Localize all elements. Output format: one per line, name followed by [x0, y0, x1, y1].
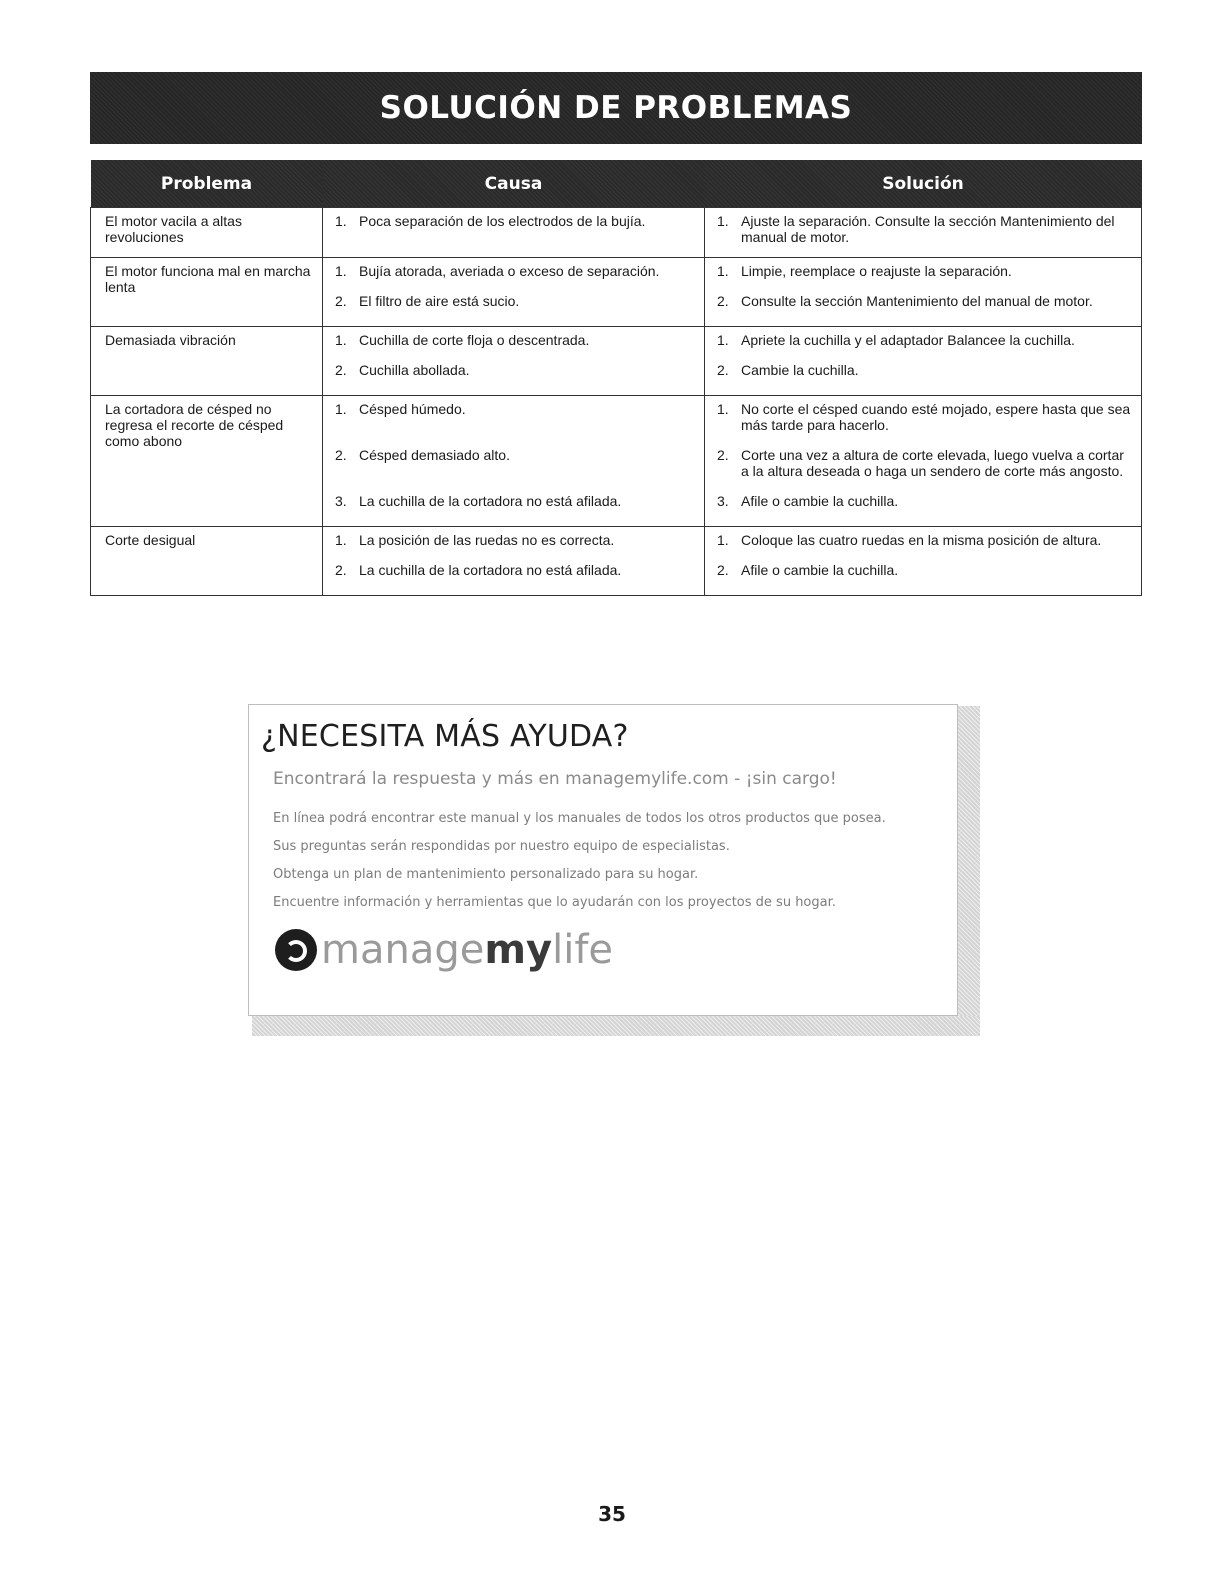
solution-item [717, 332, 1131, 362]
problem-cell: Corte desigual [91, 527, 323, 596]
table-row [91, 327, 1142, 396]
solution-text: Limpie, reemplace o reajuste la separación. [741, 263, 1012, 279]
solution-text: Ajuste la separación. Consulte la sección Mantenimiento del manual de motor. [741, 213, 1115, 245]
item-number: 2. [335, 562, 347, 578]
item-number: 1. [335, 332, 347, 348]
cause-text: Césped húmedo. [359, 401, 466, 417]
help-box [248, 704, 958, 1016]
solution-item [717, 213, 1131, 245]
table-row [91, 396, 1142, 527]
solution-cell [705, 327, 1142, 396]
solution-item [717, 562, 1131, 592]
troubleshooting-table [90, 160, 1142, 596]
solution-item [717, 447, 1131, 493]
solution-text: Afile o cambie la cuchilla. [741, 493, 899, 509]
item-number: 3. [717, 493, 729, 509]
item-number: 2. [335, 447, 347, 463]
cause-item [335, 493, 694, 523]
item-number: 1. [717, 213, 729, 229]
cause-text: El filtro de aire está sucio. [359, 293, 520, 309]
logo-part-my: my [484, 927, 553, 973]
header-solucion: Solución [705, 160, 1142, 208]
help-title: ¿NECESITA MÁS AYUDA? [261, 719, 629, 754]
page-number: 35 [598, 1502, 626, 1526]
solution-text: Cambie la cuchilla. [741, 362, 859, 378]
cause-cell [323, 396, 705, 527]
cause-item [335, 401, 694, 447]
problem-cell: Demasiada vibración [91, 327, 323, 396]
solution-text: Consulte la sección Mantenimiento del manual de motor. [741, 293, 1093, 309]
cause-text: La posición de las ruedas no es correcta. [359, 532, 615, 548]
cause-item [335, 532, 694, 562]
solution-text: No corte el césped cuando esté mojado, espere hasta que sea más tarde para hacerlo. [741, 401, 1131, 433]
item-number: 1. [717, 263, 729, 279]
table-row [91, 258, 1142, 327]
cause-item [335, 263, 694, 293]
cause-text: Poca separación de los electrodos de la bujía. [359, 213, 646, 229]
cause-cell [323, 258, 705, 327]
cause-item [335, 562, 694, 592]
problem-cell: La cortadora de césped no regresa el recorte de césped como abono [91, 396, 323, 527]
help-line: Encuentre información y herramientas que lo ayudarán con los proyectos de su hogar. [273, 895, 836, 910]
section-banner [90, 72, 1142, 144]
help-subtitle: Encontrará la respuesta y más en managemylife.com - ¡sin cargo! [273, 769, 837, 789]
logo-wordmark [321, 927, 613, 973]
item-number: 1. [335, 532, 347, 548]
help-line: En línea podrá encontrar este manual y los manuales de todos los otros productos que posea. [273, 811, 886, 826]
solution-cell [705, 258, 1142, 327]
item-number: 1. [717, 532, 729, 548]
logo-part-manage: manage [321, 927, 485, 973]
solution-item [717, 493, 1131, 523]
cause-text: Bujía atorada, averiada o exceso de separación. [359, 263, 660, 279]
section-title: SOLUCIÓN DE PROBLEMAS [379, 90, 853, 126]
table-header-row [91, 160, 1142, 208]
cause-item [335, 213, 694, 243]
cause-text: Cuchilla abollada. [359, 362, 470, 378]
help-box-shadow [252, 1016, 980, 1036]
cause-cell [323, 327, 705, 396]
item-number: 1. [335, 263, 347, 279]
item-number: 1. [335, 401, 347, 417]
solution-item [717, 532, 1131, 562]
item-number: 1. [717, 401, 729, 417]
table-row [91, 208, 1142, 258]
item-number: 2. [717, 362, 729, 378]
solution-item [717, 362, 1131, 392]
item-number: 2. [717, 293, 729, 309]
cause-cell [323, 527, 705, 596]
help-line: Sus preguntas serán respondidas por nuestro equipo de especialistas. [273, 839, 730, 854]
item-number: 2. [717, 562, 729, 578]
item-number: 2. [717, 447, 729, 463]
solution-text: Apriete la cuchilla y el adaptador Balancee la cuchilla. [741, 332, 1075, 348]
solution-cell [705, 208, 1142, 258]
cause-item [335, 293, 694, 323]
help-box-shadow [958, 706, 980, 1036]
problem-cell: El motor vacila a altas revoluciones [91, 208, 323, 258]
table-row [91, 527, 1142, 596]
logo-part-life: life [552, 927, 614, 973]
item-number: 2. [335, 362, 347, 378]
cause-text: Césped demasiado alto. [359, 447, 510, 463]
solution-item [717, 401, 1131, 447]
cause-cell [323, 208, 705, 258]
item-number: 3. [335, 493, 347, 509]
solution-item [717, 293, 1131, 323]
cause-text: La cuchilla de la cortadora no está afilada. [359, 562, 622, 578]
solution-text: Afile o cambie la cuchilla. [741, 562, 899, 578]
header-causa: Causa [323, 160, 705, 208]
cause-text: Cuchilla de corte floja o descentrada. [359, 332, 590, 348]
item-number: 2. [335, 293, 347, 309]
problem-cell: El motor funciona mal en marcha lenta [91, 258, 323, 327]
item-number: 1. [717, 332, 729, 348]
help-line: Obtenga un plan de mantenimiento personalizado para su hogar. [273, 867, 699, 882]
help-lines [273, 809, 886, 921]
solution-text: Corte una vez a altura de corte elevada, luego vuelva a cortar a la altura deseada o haga un sendero de corte más angosto. [741, 447, 1124, 479]
solution-cell [705, 527, 1142, 596]
solution-text: Coloque las cuatro ruedas en la misma posición de altura. [741, 532, 1102, 548]
cause-text: La cuchilla de la cortadora no está afilada. [359, 493, 622, 509]
managemylife-logo [275, 927, 613, 973]
solution-item [717, 263, 1131, 293]
cause-item [335, 362, 694, 392]
cause-item [335, 447, 694, 493]
cause-item [335, 332, 694, 362]
header-problema: Problema [91, 160, 323, 208]
solution-cell [705, 396, 1142, 527]
item-number: 1. [335, 213, 347, 229]
managemylife-logo-icon [275, 929, 317, 971]
